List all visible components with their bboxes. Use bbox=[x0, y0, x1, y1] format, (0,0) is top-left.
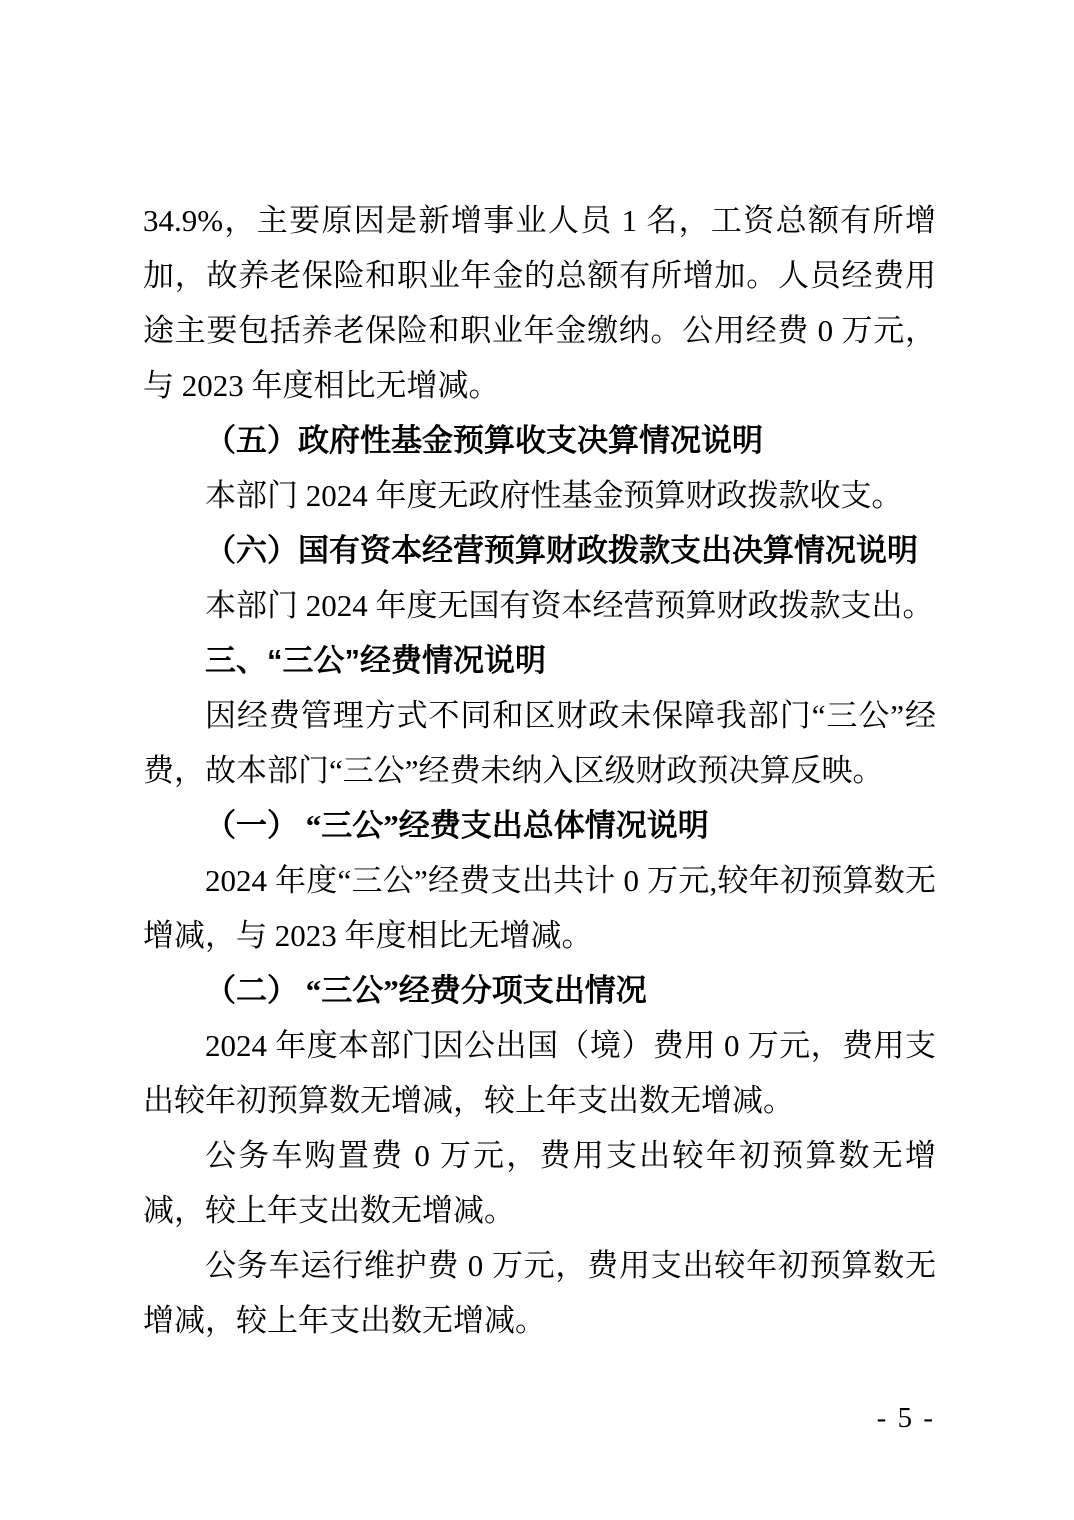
paragraph-official-car-purchase-expense: 公务车购置费 0 万元，费用支出较年初预算数无增减，较上年支出数无增减。 bbox=[143, 1138, 936, 1228]
section-heading-three-public-overall: （一） “三公”经费支出总体情况说明 bbox=[205, 808, 709, 843]
paragraph-three-public-not-included: 因经费管理方式不同和区财政未保障我部门“三公”经费，故本部门“三公”经费未纳入区级财政预决算反映。 bbox=[143, 698, 936, 788]
section-heading-gov-fund-budget: （五）政府性基金预算收支决算情况说明 bbox=[205, 423, 763, 458]
paragraph-three-public-overall: 2024 年度“三公”经费支出共计 0 万元,较年初预算数无增减，与 2023 年度相比无增减。 bbox=[143, 863, 936, 953]
chapter-heading-three-public-expenses: 三、“三公”经费情况说明 bbox=[205, 643, 546, 678]
page-number: - 5 - bbox=[876, 1402, 935, 1434]
paragraph-state-capital-budget: 本部门 2024 年度无国有资本经营预算财政拨款支出。 bbox=[205, 588, 934, 623]
paragraph-official-car-maintenance-expense: 公务车运行维护费 0 万元，费用支出较年初预算数无增减，较上年支出数无增减。 bbox=[143, 1248, 936, 1338]
paragraph-overseas-travel-expense: 2024 年度本部门因公出国（境）费用 0 万元，费用支出较年初预算数无增减，较上年支出数无增减。 bbox=[143, 1028, 936, 1118]
section-heading-three-public-itemized: （二） “三公”经费分项支出情况 bbox=[205, 973, 647, 1008]
paragraph-gov-fund-budget: 本部门 2024 年度无政府性基金预算财政拨款收支。 bbox=[205, 478, 903, 513]
section-heading-state-capital-budget: （六）国有资本经营预算财政拨款支出决算情况说明 bbox=[205, 533, 918, 568]
document-body bbox=[143, 193, 936, 1348]
paragraph-personnel-funds-continuation: 34.9%，主要原因是新增事业人员 1 名，工资总额有所增加，故养老保险和职业年金的总额有所增加。人员经费用途主要包括养老保险和职业年金缴纳。公用经费 0 万元，与 2023 年度相比无增减。 bbox=[143, 203, 936, 403]
